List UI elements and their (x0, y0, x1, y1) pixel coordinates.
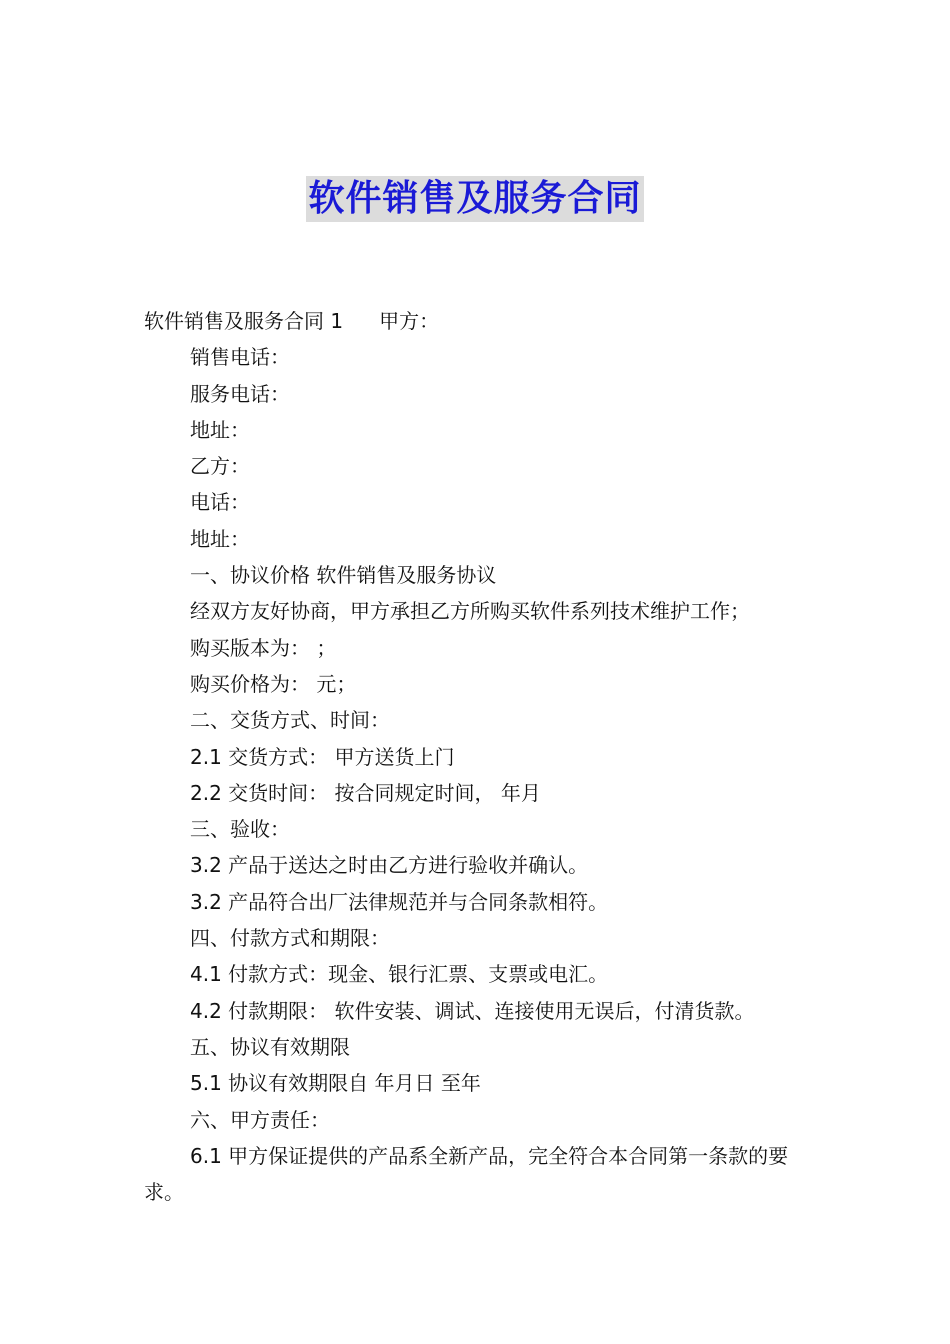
section-heading: 二、交货方式、时间： (190, 708, 390, 733)
body-line: 3.2 产品符合出厂法律规范并与合同条款相符。 (190, 889, 609, 914)
body-line: 4.2 付款期限： 软件安装、调试、连接使用无误后，付清货款。 (190, 998, 755, 1023)
section-heading: 六、甲方责任： (190, 1107, 330, 1132)
body-line: 购买价格为： 元； (190, 671, 357, 696)
body-line: 2.2 交货时间： 按合同规定时间， 年月 (190, 780, 541, 805)
section-heading: 一、协议价格 软件销售及服务协议 (190, 563, 497, 588)
body-line: 经双方友好协商，甲方承担乙方所购买软件系列技术维护工作； (190, 599, 750, 624)
body-line: 3.2 产品于送达之时由乙方进行验收并确认。 (190, 853, 589, 878)
body-line: 5.1 协议有效期限自 年月日 至年 (190, 1071, 481, 1096)
document-body (144, 303, 814, 1210)
responsibility-text: 6.1 甲方保证提供的产品系全新产品，完全符合本合同第一条款的要求。 (144, 1143, 789, 1205)
section-heading: 三、验收： (190, 817, 290, 842)
section-heading: 五、协议有效期限 (190, 1034, 350, 1059)
body-line: 2.1 交货方式： 甲方送货上门 (190, 744, 455, 769)
document-title: 软件销售及服务合同 (306, 176, 643, 222)
intro-line (144, 303, 814, 339)
body-line: 地址： (190, 417, 250, 442)
party-a-label: 甲方： (379, 309, 440, 333)
section-heading: 四、付款方式和期限： (190, 926, 390, 951)
body-line: 购买版本为： ； (190, 635, 337, 660)
body-line: 销售电话： (190, 345, 290, 370)
body-line: 4.1 付款方式：现金、银行汇票、支票或电汇。 (190, 962, 609, 987)
body-line: 地址： (190, 526, 250, 551)
body-line: 乙方： (190, 454, 250, 479)
body-line: 服务电话： (190, 381, 290, 406)
responsibility-paragraph (144, 1138, 814, 1211)
contract-heading: 软件销售及服务合同 1 (144, 309, 344, 333)
body-line: 电话： (190, 490, 250, 515)
title-container (0, 176, 950, 222)
